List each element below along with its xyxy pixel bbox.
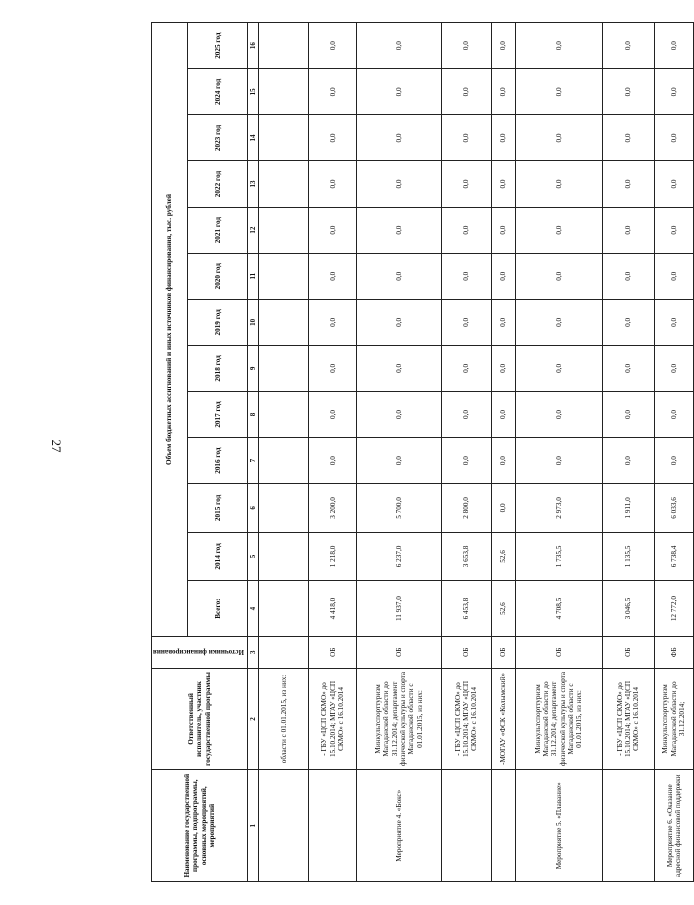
row-value: 0,0 <box>441 115 491 161</box>
column-number: 6 <box>248 484 259 533</box>
row-value <box>259 391 309 437</box>
row-value: 0,0 <box>357 161 442 207</box>
column-number: 9 <box>248 345 259 391</box>
row-value: 0,0 <box>491 345 515 391</box>
row-value <box>259 484 309 533</box>
row-name: Мероприятие 4. «Бокс» <box>357 770 442 882</box>
page-number: 27 <box>49 439 64 453</box>
row-source: ОБ <box>441 636 491 668</box>
row-executor: - ГБУ «ЦСП СКМО» до 15.10.2014; МГАУ «ЦСП СКМО» с 16.10.2014 <box>602 668 654 770</box>
row-source: ОБ <box>602 636 654 668</box>
row-name <box>602 770 654 882</box>
row-value: 0,0 <box>441 299 491 345</box>
row-value: 0,0 <box>491 23 515 69</box>
row-value: 0,0 <box>309 69 357 115</box>
table-row <box>602 23 654 882</box>
row-value: 0,0 <box>602 345 654 391</box>
row-value: 0,0 <box>602 299 654 345</box>
header-year: 2015 год <box>188 484 248 533</box>
row-value: 0,0 <box>441 161 491 207</box>
row-value: 0,0 <box>515 23 602 69</box>
table-row <box>357 23 442 882</box>
row-value: 0,0 <box>654 438 693 484</box>
row-value: 0,0 <box>441 438 491 484</box>
row-value: 0,0 <box>491 115 515 161</box>
header-source <box>152 636 248 668</box>
row-value: 0,0 <box>654 161 693 207</box>
row-value <box>259 532 309 581</box>
header-year: 2025 год <box>188 23 248 69</box>
row-value: 0,0 <box>654 23 693 69</box>
row-value: 0,0 <box>309 345 357 391</box>
row-value <box>259 161 309 207</box>
row-total: 12 772,0 <box>654 581 693 637</box>
row-value: 1 911,0 <box>602 484 654 533</box>
row-value: 0,0 <box>357 207 442 253</box>
row-value: 0,0 <box>309 391 357 437</box>
row-value: 1 735,5 <box>515 532 602 581</box>
table-row <box>515 23 602 882</box>
row-name: Мероприятие 5. «Плавание» <box>515 770 602 882</box>
column-number: 13 <box>248 161 259 207</box>
row-name: Мероприятие 6. «Оказание адресной финансовой поддержки <box>654 770 693 882</box>
row-value <box>259 69 309 115</box>
header-year: 2020 год <box>188 253 248 299</box>
row-value: 0,0 <box>515 115 602 161</box>
row-executor: -МОГАУ «ФСК «Колымский» <box>491 668 515 770</box>
row-value: 0,0 <box>515 345 602 391</box>
row-value: 0,0 <box>602 438 654 484</box>
column-number: 14 <box>248 115 259 161</box>
row-executor: Минкультспорттуризм Магаданской области до 31.12.2014; департамент физической культуры и спорта Магаданской области с 01.01.2015, из них: <box>357 668 442 770</box>
row-value: 0,0 <box>654 115 693 161</box>
row-value: 5 700,0 <box>357 484 442 533</box>
row-value <box>259 253 309 299</box>
row-value: 0,0 <box>654 253 693 299</box>
row-value: 0,0 <box>491 391 515 437</box>
row-value: 0,0 <box>441 391 491 437</box>
row-value: 0,0 <box>602 161 654 207</box>
header-year: 2021 год <box>188 207 248 253</box>
header-name: Наименование государственной программы, подпрограммы, основных мероприятий, мероприятий <box>152 770 248 882</box>
row-value: 0,0 <box>491 253 515 299</box>
row-name <box>309 770 357 882</box>
header-year: 2023 год <box>188 115 248 161</box>
row-executor: - ГБУ «ЦСП СКМО» до 15.10.2014; МГАУ «ЦСП СКМО» с 16.10.2014 <box>441 668 491 770</box>
column-number: 11 <box>248 253 259 299</box>
row-value <box>259 345 309 391</box>
row-value: 0,0 <box>357 345 442 391</box>
row-value: 6 237,0 <box>357 532 442 581</box>
row-total: 4 418,0 <box>309 581 357 637</box>
row-source: ОБ <box>357 636 442 668</box>
row-value: 0,0 <box>654 299 693 345</box>
budget-table-wrapper <box>151 22 687 882</box>
row-value: 0,0 <box>602 69 654 115</box>
row-value: 0,0 <box>491 69 515 115</box>
row-value: 0,0 <box>515 161 602 207</box>
column-number: 10 <box>248 299 259 345</box>
column-number: 16 <box>248 23 259 69</box>
row-value: 0,0 <box>491 484 515 533</box>
row-value: 52,6 <box>491 532 515 581</box>
row-value: 0,0 <box>357 299 442 345</box>
row-value: 0,0 <box>309 253 357 299</box>
header-year: 2024 год <box>188 69 248 115</box>
row-source: ОБ <box>515 636 602 668</box>
column-number: 7 <box>248 438 259 484</box>
row-value: 0,0 <box>441 23 491 69</box>
row-value: 0,0 <box>654 391 693 437</box>
row-value: 0,0 <box>515 69 602 115</box>
row-executor: - ГБУ «ЦСП СКМО» до 15.10.2014; МГАУ «ЦСП СКМО» с 16.10.2014 <box>309 668 357 770</box>
row-value: 2 973,0 <box>515 484 602 533</box>
header-source-label: Источники финансирования <box>153 648 244 657</box>
header-volume: Объем бюджетных ассигнований и иных источников финансирования, тыс. рублей <box>152 23 188 637</box>
row-value: 0,0 <box>602 253 654 299</box>
column-number: 2 <box>248 668 259 770</box>
row-value: 0,0 <box>441 253 491 299</box>
row-executor: области с 01.01.2015, из них: <box>259 668 309 770</box>
row-value: 0,0 <box>654 207 693 253</box>
row-value: 0,0 <box>515 299 602 345</box>
row-value: 0,0 <box>515 391 602 437</box>
column-number: 15 <box>248 69 259 115</box>
row-value: 3 200,0 <box>309 484 357 533</box>
row-value: 0,0 <box>357 438 442 484</box>
row-executor: Минкультспорттуризм Магаданской области до 31.12.2014; департамент физической культуры и спорта Магаданской области с 01.01.2015, из них: <box>515 668 602 770</box>
row-value: 0,0 <box>357 391 442 437</box>
row-value: 6 033,6 <box>654 484 693 533</box>
row-total: 4 708,5 <box>515 581 602 637</box>
header-year: 2016 год <box>188 438 248 484</box>
row-value <box>259 23 309 69</box>
column-number: 3 <box>248 636 259 668</box>
row-value <box>259 115 309 161</box>
row-total: 52,6 <box>491 581 515 637</box>
row-value: 1 218,0 <box>309 532 357 581</box>
row-value: 0,0 <box>441 207 491 253</box>
row-executor: Минкультспорттуризм Магаданской области до 31.12.2014; <box>654 668 693 770</box>
row-value: 6 738,4 <box>654 532 693 581</box>
row-value: 0,0 <box>491 161 515 207</box>
column-number: 4 <box>248 581 259 637</box>
row-value: 0,0 <box>357 23 442 69</box>
row-value: 0,0 <box>491 299 515 345</box>
row-value <box>259 438 309 484</box>
row-source: ФБ <box>654 636 693 668</box>
column-number: 8 <box>248 391 259 437</box>
row-value: 0,0 <box>309 438 357 484</box>
row-value: 0,0 <box>515 207 602 253</box>
table-row <box>491 23 515 882</box>
header-year: 2018 год <box>188 345 248 391</box>
row-name <box>491 770 515 882</box>
header-year: 2022 год <box>188 161 248 207</box>
row-value: 0,0 <box>602 115 654 161</box>
header-total: Всего: <box>188 581 248 637</box>
row-value: 0,0 <box>602 391 654 437</box>
row-value: 0,0 <box>515 253 602 299</box>
row-source <box>259 636 309 668</box>
row-value: 0,0 <box>309 161 357 207</box>
table-row <box>654 23 693 882</box>
row-name <box>441 770 491 882</box>
header-year: 2014 год <box>188 532 248 581</box>
row-total: 3 046,5 <box>602 581 654 637</box>
row-value: 2 800,0 <box>441 484 491 533</box>
header-executor: Ответственный исполнитель, участник государственной программы <box>152 668 248 770</box>
row-value: 0,0 <box>357 69 442 115</box>
column-number: 5 <box>248 532 259 581</box>
row-value: 0,0 <box>515 438 602 484</box>
column-number: 1 <box>248 770 259 882</box>
row-total: 11 937,0 <box>357 581 442 637</box>
row-value: 0,0 <box>491 207 515 253</box>
row-value: 0,0 <box>309 299 357 345</box>
row-value: 0,0 <box>441 69 491 115</box>
budget-table <box>151 22 694 882</box>
table-row <box>259 23 309 882</box>
row-value: 0,0 <box>309 115 357 161</box>
row-value: 0,0 <box>357 253 442 299</box>
row-total <box>259 581 309 637</box>
row-source: ОБ <box>491 636 515 668</box>
header-year: 2017 год <box>188 391 248 437</box>
row-value: 0,0 <box>357 115 442 161</box>
row-value: 1 135,5 <box>602 532 654 581</box>
header-year: 2019 год <box>188 299 248 345</box>
row-total: 6 453,8 <box>441 581 491 637</box>
row-name <box>259 770 309 882</box>
column-number: 12 <box>248 207 259 253</box>
row-value: 3 653,8 <box>441 532 491 581</box>
table-row <box>309 23 357 882</box>
row-value: 0,0 <box>602 207 654 253</box>
row-value: 0,0 <box>654 69 693 115</box>
row-value: 0,0 <box>654 345 693 391</box>
row-value <box>259 299 309 345</box>
row-value: 0,0 <box>309 23 357 69</box>
table-row <box>441 23 491 882</box>
row-source: ОБ <box>309 636 357 668</box>
row-value: 0,0 <box>602 23 654 69</box>
row-value: 0,0 <box>309 207 357 253</box>
row-value: 0,0 <box>491 438 515 484</box>
row-value: 0,0 <box>441 345 491 391</box>
row-value <box>259 207 309 253</box>
